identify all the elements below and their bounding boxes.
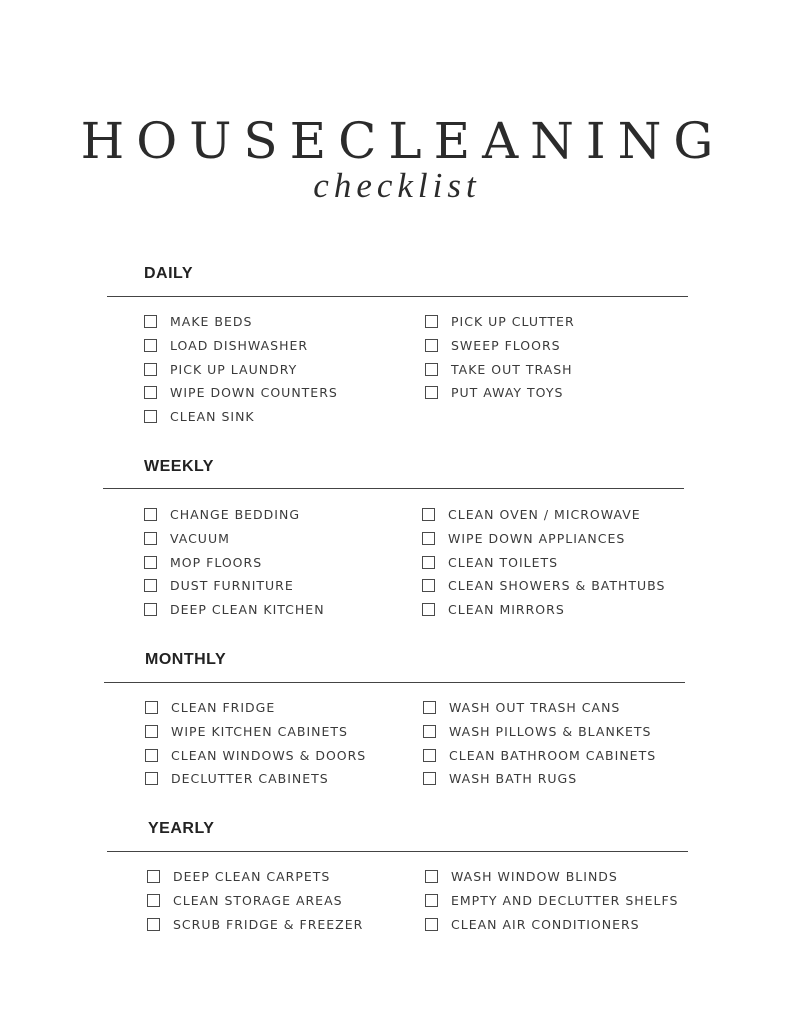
checklist-item[interactable] [423,748,656,763]
checkbox[interactable] [145,749,158,762]
checklist-item[interactable] [144,409,255,424]
checklist-item-label: CHANGE BEDDING [170,507,301,522]
section-title-yearly: YEARLY [148,820,215,837]
checklist-item[interactable] [423,700,620,715]
checkbox[interactable] [425,386,438,399]
checkbox[interactable] [425,918,438,931]
checkbox[interactable] [145,772,158,785]
checklist-item-label: SWEEP FLOORS [451,337,561,353]
checklist-item-label: CLEAN BATHROOM CABINETS [449,747,657,763]
checklist-item[interactable] [145,724,348,739]
section-title-weekly: WEEKLY [144,458,214,475]
checkbox[interactable] [425,339,438,352]
checklist-item-label: CLEAN AIR CONDITIONERS [451,916,640,932]
checklist-item-label: DEEP CLEAN KITCHEN [170,602,325,618]
checklist-item-label: MAKE BEDS [170,314,253,329]
section-title-daily: DAILY [144,265,194,282]
checklist-item-label: CLEAN WINDOWS & DOORS [171,747,367,763]
checkbox[interactable] [422,556,435,569]
checklist-item-label: PICK UP LAUNDRY [170,361,298,377]
checklist-item-label: MOP FLOORS [170,554,263,570]
checklist-item-label: CLEAN STORAGE AREAS [173,892,343,908]
checklist-item-label: CLEAN OVEN / MICROWAVE [448,507,641,522]
checkbox[interactable] [144,508,157,521]
checkbox[interactable] [144,386,157,399]
checklist-item[interactable] [144,602,325,617]
checklist-item[interactable] [425,917,640,932]
page-title: HOUSECLEANING [80,112,726,170]
checklist-item[interactable] [425,385,563,400]
checklist-item-label: DEEP CLEAN CARPETS [173,869,331,884]
checklist-item[interactable] [144,385,338,400]
checklist-item-label: SCRUB FRIDGE & FREEZER [173,916,364,932]
checklist-item[interactable] [144,578,294,593]
checkbox[interactable] [147,894,160,907]
checkbox[interactable] [425,870,438,883]
checkbox[interactable] [144,579,157,592]
checklist-item-label: TAKE OUT TRASH [451,361,573,377]
checklist-item[interactable] [422,578,665,593]
checklist-item-label: EMPTY AND DECLUTTER SHELFS [451,892,679,908]
checkbox[interactable] [422,579,435,592]
checklist-item-label: PUT AWAY TOYS [451,385,564,401]
checkbox[interactable] [425,315,438,328]
checklist-item[interactable] [425,893,678,908]
checklist-item-label: WIPE DOWN COUNTERS [170,385,338,401]
checkbox[interactable] [145,701,158,714]
checklist-item-label: CLEAN FRIDGE [171,700,276,715]
section-divider [104,682,685,683]
checkbox[interactable] [425,363,438,376]
checkbox[interactable] [422,603,435,616]
checkbox[interactable] [144,315,157,328]
page-subtitle: checklist [313,166,481,205]
checkbox[interactable] [423,725,436,738]
checklist-item-label: PICK UP CLUTTER [451,314,575,329]
checkbox[interactable] [145,725,158,738]
checklist-item[interactable] [147,893,343,908]
checklist-item[interactable] [147,869,330,884]
checklist-item[interactable] [147,917,363,932]
checklist-item[interactable] [144,531,230,546]
checklist-item-label: DECLUTTER CABINETS [171,771,329,787]
checklist-item[interactable] [422,555,558,570]
checklist-item[interactable] [422,531,625,546]
checklist-item-label: CLEAN TOILETS [448,554,559,570]
checkbox[interactable] [144,532,157,545]
checkbox[interactable] [144,363,157,376]
checklist-item[interactable] [144,338,308,353]
checklist-item[interactable] [144,507,300,522]
checklist-item[interactable] [145,748,366,763]
section-divider [103,488,684,489]
checkbox[interactable] [422,532,435,545]
checklist-item[interactable] [425,362,573,377]
section-title-monthly: MONTHLY [145,651,227,668]
checklist-item[interactable] [144,555,262,570]
checklist-item[interactable] [425,338,561,353]
checklist-item[interactable] [144,314,252,329]
checklist-item[interactable] [145,700,275,715]
checklist-item[interactable] [144,362,297,377]
checkbox[interactable] [147,918,160,931]
checklist-item-label: DUST FURNITURE [170,578,294,594]
checkbox[interactable] [423,749,436,762]
checklist-item-label: CLEAN SINK [170,409,255,425]
checkbox[interactable] [144,603,157,616]
checklist-item[interactable] [423,771,577,786]
checklist-item-label: WASH BATH RUGS [449,771,578,787]
checklist-item-label: LOAD DISHWASHER [170,337,309,353]
checklist-item-label: CLEAN SHOWERS & BATHTUBS [448,578,666,594]
checklist-item-label: WASH PILLOWS & BLANKETS [449,723,652,739]
checkbox[interactable] [144,556,157,569]
checkbox[interactable] [144,410,157,423]
checklist-item[interactable] [425,314,575,329]
checklist-item-label: WASH WINDOW BLINDS [451,869,618,884]
checklist-item-label: WASH OUT TRASH CANS [449,700,621,715]
checkbox[interactable] [423,772,436,785]
checklist-item[interactable] [145,771,329,786]
checkbox[interactable] [423,701,436,714]
checkbox[interactable] [422,508,435,521]
checkbox[interactable] [144,339,157,352]
checklist-item-label: VACUUM [170,530,230,546]
checklist-item-label: WIPE KITCHEN CABINETS [171,723,348,739]
checklist-item[interactable] [422,602,565,617]
checklist-item[interactable] [425,869,618,884]
checkbox[interactable] [425,894,438,907]
checklist-item[interactable] [422,507,641,522]
section-divider [107,851,688,852]
checklist-item[interactable] [423,724,651,739]
checklist-item-label: WIPE DOWN APPLIANCES [448,530,626,546]
checklist-item-label: CLEAN MIRRORS [448,602,565,618]
section-divider [107,296,688,297]
checkbox[interactable] [147,870,160,883]
